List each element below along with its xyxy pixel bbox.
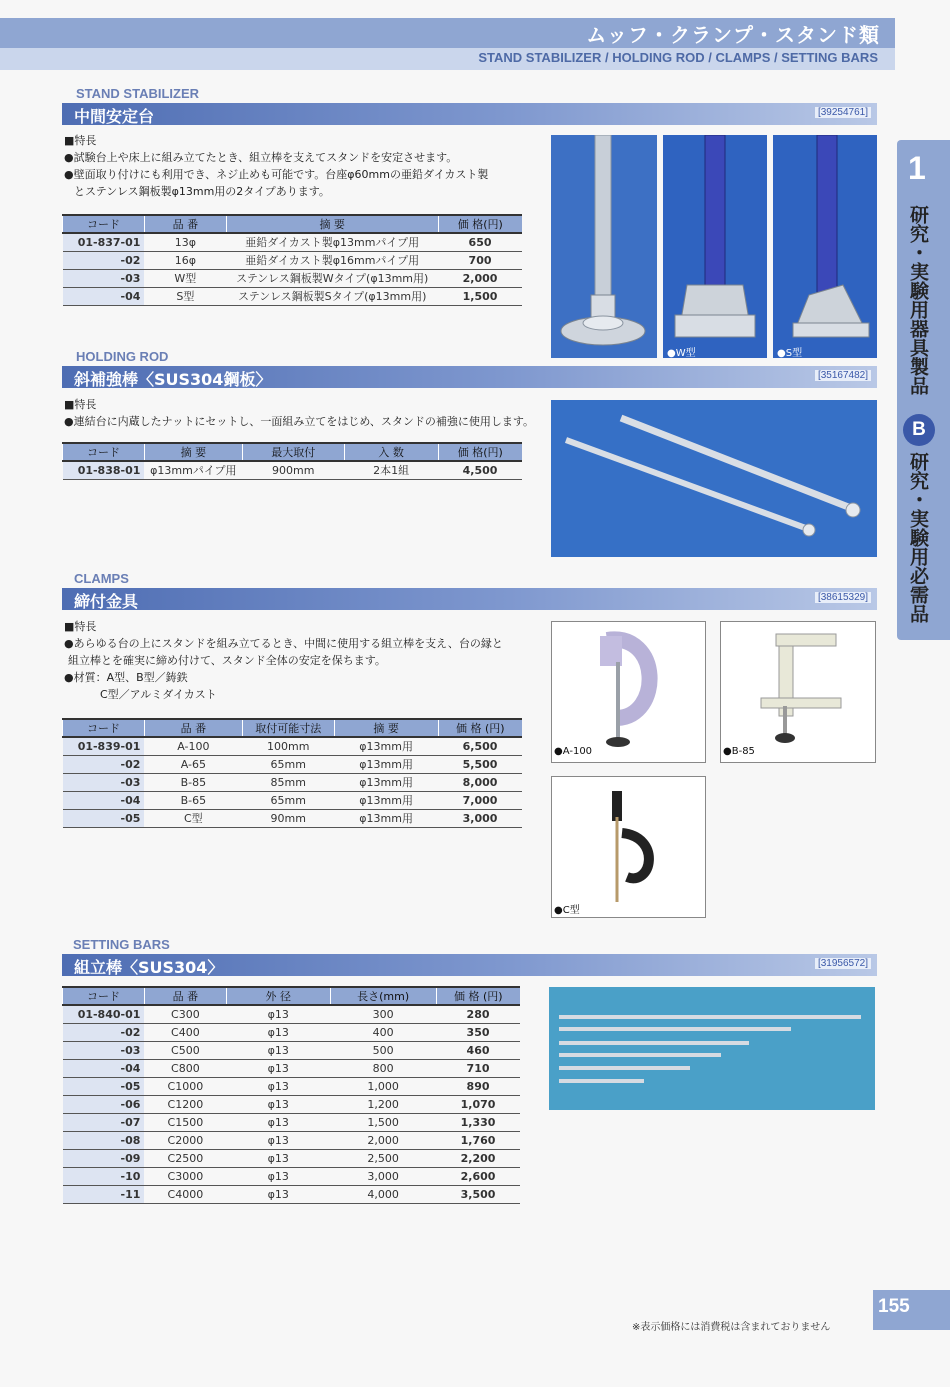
cell-part: B-65: [144, 791, 242, 809]
table-row: [63, 233, 523, 251]
cell-part: C3000: [144, 1167, 226, 1185]
stabilizer-catalog-code: [39254761]: [815, 107, 871, 118]
cell-part: C4000: [144, 1185, 226, 1203]
cell-length: 4,000: [330, 1185, 436, 1203]
table-row: [63, 791, 523, 809]
table-row: [63, 1077, 521, 1095]
col-header: 品 番: [144, 215, 226, 233]
stabilizer-photo-round: [551, 135, 657, 358]
table-row: [63, 287, 523, 305]
clamp-photo-b85: [720, 621, 876, 763]
table-row: [63, 1167, 521, 1185]
col-header: コード: [63, 987, 145, 1005]
holding-jp-title: 斜補強棒〈SUS304鋼板〉: [74, 370, 272, 389]
cell-desc: ステンレス鋼板製Sタイプ(φ13mm用): [226, 287, 438, 305]
side-tab-badge: B: [903, 414, 935, 446]
cell-code: -04: [63, 791, 145, 809]
cell-length: 1,500: [330, 1113, 436, 1131]
cell-part: 13φ: [144, 233, 226, 251]
cell-code: 01-838-01: [63, 461, 145, 479]
cell-diameter: φ13: [226, 1095, 330, 1113]
cell-code: -08: [63, 1131, 145, 1149]
cell-price: 3,000: [438, 809, 522, 827]
stabilizer-photo-w: [663, 135, 767, 358]
clamp-c-illustration: [552, 777, 706, 918]
features-heading: ■特長: [64, 620, 97, 633]
caption-s: ●S型: [777, 348, 803, 358]
table-row: [63, 1095, 521, 1113]
side-tab-number: 1: [908, 150, 926, 186]
feature-line: ●あらゆる台の上にスタンドを組み立てるとき、中間に使用する組立棒を支え、台の縁と: [64, 637, 503, 650]
feature-line: C型／アルミダイカスト: [100, 688, 217, 701]
stabilizer-features: [64, 132, 544, 200]
features-heading: ■特長: [64, 398, 97, 411]
bars-table: [62, 986, 520, 1204]
col-header: コード: [63, 443, 145, 461]
cell-diameter: φ13: [226, 1077, 330, 1095]
cell-part: C300: [144, 1005, 226, 1023]
cell-part: A-100: [144, 737, 242, 755]
cell-price: 650: [438, 233, 522, 251]
cell-price: 280: [436, 1005, 520, 1023]
cell-diameter: φ13: [226, 1131, 330, 1149]
clamps-en-title: CLAMPS: [74, 571, 129, 586]
cell-part: C500: [144, 1041, 226, 1059]
col-header: 価 格(円): [438, 215, 522, 233]
cell-length: 400: [330, 1023, 436, 1041]
table-row: [63, 461, 523, 479]
cell-size: 65mm: [242, 791, 334, 809]
bars-en-title: SETTING BARS: [73, 937, 170, 952]
feature-line: ●連結台に内蔵したナットにセットし、一面組み立てをはじめ、スタンドの補強に使用します。: [64, 415, 535, 428]
clamps-catalog-code: [38615329]: [815, 592, 871, 603]
caption-w: ●W型: [667, 348, 696, 358]
cell-length: 500: [330, 1041, 436, 1059]
cell-code: -04: [63, 287, 145, 305]
cell-part: B-85: [144, 773, 242, 791]
cell-diameter: φ13: [226, 1023, 330, 1041]
col-header: 取付可能寸法: [242, 719, 334, 737]
cell-size: 85mm: [242, 773, 334, 791]
cell-code: -03: [63, 773, 145, 791]
cell-desc: φ13mm用: [334, 809, 438, 827]
col-header: 摘 要: [144, 443, 242, 461]
holding-rod-illustration: [551, 400, 877, 557]
cell-desc: φ13mm用: [334, 755, 438, 773]
feature-line: ●材質：A型、B型／鋳鉄: [64, 671, 188, 684]
cell-price: 5,500: [438, 755, 522, 773]
col-header: コード: [63, 215, 145, 233]
cell-code: -05: [63, 1077, 145, 1095]
holding-title-bar: [62, 366, 877, 388]
cell-length: 1,000: [330, 1077, 436, 1095]
cell-price: 460: [436, 1041, 520, 1059]
cell-desc: φ13mm用: [334, 791, 438, 809]
setting-bars-photo: [549, 987, 875, 1110]
table-row: [63, 737, 523, 755]
side-tab-subcategory: 研究・実験用必需品: [907, 452, 929, 623]
holding-catalog-code: [35167482]: [815, 370, 871, 381]
cell-code: -03: [63, 1041, 145, 1059]
cell-code: -05: [63, 809, 145, 827]
cell-code: -04: [63, 1059, 145, 1077]
cell-length: 3,000: [330, 1167, 436, 1185]
cell-part: C2500: [144, 1149, 226, 1167]
feature-line: ●試験台上や床上に組み立てたとき、組立棒を支えてスタンドを安定させます。: [64, 151, 458, 164]
cell-part: W型: [144, 269, 226, 287]
cell-code: -03: [63, 269, 145, 287]
cell-code: -02: [63, 1023, 145, 1041]
cell-code: -06: [63, 1095, 145, 1113]
cell-part: 16φ: [144, 251, 226, 269]
round-base-illustration: [551, 135, 657, 358]
cell-price: 4,500: [438, 461, 522, 479]
feature-line: ●壁面取り付けにも利用でき、ネジ止めも可能です。台座φ60mmの亜鉛ダイカスト製: [64, 168, 489, 181]
col-header: 最大取付: [242, 443, 344, 461]
clamp-a-illustration: [552, 622, 706, 763]
cell-diameter: φ13: [226, 1113, 330, 1131]
holding-table: [62, 442, 522, 480]
table-row: [63, 1059, 521, 1077]
cell-part: C1000: [144, 1077, 226, 1095]
clamp-b-illustration: [721, 622, 876, 763]
cell-desc: 亜鉛ダイカスト製φ16mmパイプ用: [226, 251, 438, 269]
bars-catalog-code: [31956572]: [815, 958, 871, 969]
cell-diameter: φ13: [226, 1041, 330, 1059]
cell-code: 01-837-01: [63, 233, 145, 251]
col-header: 摘 要: [334, 719, 438, 737]
cell-price: 1,760: [436, 1131, 520, 1149]
cell-desc: φ13mm用: [334, 737, 438, 755]
cell-desc: 亜鉛ダイカスト製φ13mmパイプ用: [226, 233, 438, 251]
table-row: [63, 1041, 521, 1059]
caption-c: ●C型: [554, 905, 580, 916]
cell-diameter: φ13: [226, 1149, 330, 1167]
cell-price: 2,200: [436, 1149, 520, 1167]
cell-part: C型: [144, 809, 242, 827]
side-tab-category: 研究・実験用器具製品: [907, 205, 929, 395]
feature-line: 組立棒とを確実に締め付けて、スタンド全体の安定を保ちます。: [68, 654, 386, 667]
col-header: 価 格(円): [438, 443, 522, 461]
cell-max: 900mm: [242, 461, 344, 479]
page-subtitle: STAND STABILIZER / HOLDING ROD / CLAMPS / SETTING BARS: [478, 50, 878, 65]
holding-features: [64, 396, 544, 430]
cell-part: C400: [144, 1023, 226, 1041]
clamp-photo-c: [551, 776, 706, 918]
stabilizer-photo-s: [773, 135, 877, 358]
table-row: [63, 1023, 521, 1041]
cell-price: 3,500: [436, 1185, 520, 1203]
page-number: 155: [873, 1290, 950, 1330]
cell-price: 1,330: [436, 1113, 520, 1131]
bars-title-bar: [62, 954, 877, 976]
table-row: [63, 773, 523, 791]
w-base-illustration: [663, 135, 767, 358]
cell-size: 90mm: [242, 809, 334, 827]
table-row: [63, 1185, 521, 1203]
page-title: ムッフ・クランプ・スタンド類: [586, 23, 880, 47]
table-row: [63, 1149, 521, 1167]
cell-code: -10: [63, 1167, 145, 1185]
clamps-title-bar: [62, 588, 877, 610]
table-row: [63, 1113, 521, 1131]
cell-price: 1,500: [438, 287, 522, 305]
clamps-jp-title: 締付金具: [74, 592, 139, 611]
cell-length: 2,500: [330, 1149, 436, 1167]
cell-price: 8,000: [438, 773, 522, 791]
cell-size: 65mm: [242, 755, 334, 773]
cell-code: 01-839-01: [63, 737, 145, 755]
col-header: コード: [63, 719, 145, 737]
features-heading: ■特長: [64, 134, 97, 147]
cell-code: 01-840-01: [63, 1005, 145, 1023]
holding-en-title: HOLDING ROD: [76, 349, 169, 364]
cell-price: 890: [436, 1077, 520, 1095]
clamps-features: [64, 618, 544, 703]
cell-diameter: φ13: [226, 1059, 330, 1077]
col-header: 価 格 (円): [436, 987, 520, 1005]
cell-desc: φ13mmパイプ用: [144, 461, 242, 479]
col-header: 品 番: [144, 719, 242, 737]
cell-code: -11: [63, 1185, 145, 1203]
cell-length: 2,000: [330, 1131, 436, 1149]
clamps-table: [62, 718, 522, 828]
cell-price: 700: [438, 251, 522, 269]
cell-code: -09: [63, 1149, 145, 1167]
table-row: [63, 269, 523, 287]
cell-diameter: φ13: [226, 1167, 330, 1185]
table-row: [63, 1131, 521, 1149]
table-row: [63, 251, 523, 269]
table-row: [63, 809, 523, 827]
tax-footnote: ※表示価格には消費税は含まれておりません: [632, 1322, 831, 1333]
cell-part: C2000: [144, 1131, 226, 1149]
cell-qty: 2本1組: [344, 461, 438, 479]
holding-rod-photo: [551, 400, 877, 557]
cell-code: -07: [63, 1113, 145, 1131]
cell-part: C800: [144, 1059, 226, 1077]
cell-diameter: φ13: [226, 1005, 330, 1023]
cell-price: 1,070: [436, 1095, 520, 1113]
s-base-illustration: [773, 135, 877, 358]
stabilizer-en-title: STAND STABILIZER: [76, 86, 200, 101]
cell-part: S型: [144, 287, 226, 305]
cell-price: 710: [436, 1059, 520, 1077]
col-header: 摘 要: [226, 215, 438, 233]
cell-size: 100mm: [242, 737, 334, 755]
table-row: [63, 755, 523, 773]
bars-jp-title: 組立棒〈SUS304〉: [74, 958, 224, 977]
table-row: [63, 1005, 521, 1023]
stabilizer-table: [62, 214, 522, 306]
cell-price: 2,600: [436, 1167, 520, 1185]
col-header: 外 径: [226, 987, 330, 1005]
setting-bars-illustration: [549, 987, 875, 1110]
cell-part: C1200: [144, 1095, 226, 1113]
clamp-photo-a100: [551, 621, 706, 763]
col-header: 品 番: [144, 987, 226, 1005]
caption-a100: ●A-100: [554, 746, 593, 757]
col-header: 長さ(mm): [330, 987, 436, 1005]
col-header: 価 格 (円): [438, 719, 522, 737]
stabilizer-title-bar: [62, 103, 877, 125]
cell-part: A-65: [144, 755, 242, 773]
col-header: 入 数: [344, 443, 438, 461]
cell-part: C1500: [144, 1113, 226, 1131]
feature-line: とステンレス鋼板製φ13mm用の2タイプあります。: [74, 185, 330, 198]
cell-price: 7,000: [438, 791, 522, 809]
cell-length: 800: [330, 1059, 436, 1077]
caption-b85: ●B-85: [723, 746, 755, 757]
cell-code: -02: [63, 251, 145, 269]
cell-desc: φ13mm用: [334, 773, 438, 791]
stabilizer-jp-title: 中間安定台: [74, 107, 155, 126]
cell-length: 1,200: [330, 1095, 436, 1113]
cell-code: -02: [63, 755, 145, 773]
cell-length: 300: [330, 1005, 436, 1023]
cell-price: 350: [436, 1023, 520, 1041]
cell-diameter: φ13: [226, 1185, 330, 1203]
cell-price: 2,000: [438, 269, 522, 287]
cell-price: 6,500: [438, 737, 522, 755]
cell-desc: ステンレス鋼板製Wタイプ(φ13mm用): [226, 269, 438, 287]
